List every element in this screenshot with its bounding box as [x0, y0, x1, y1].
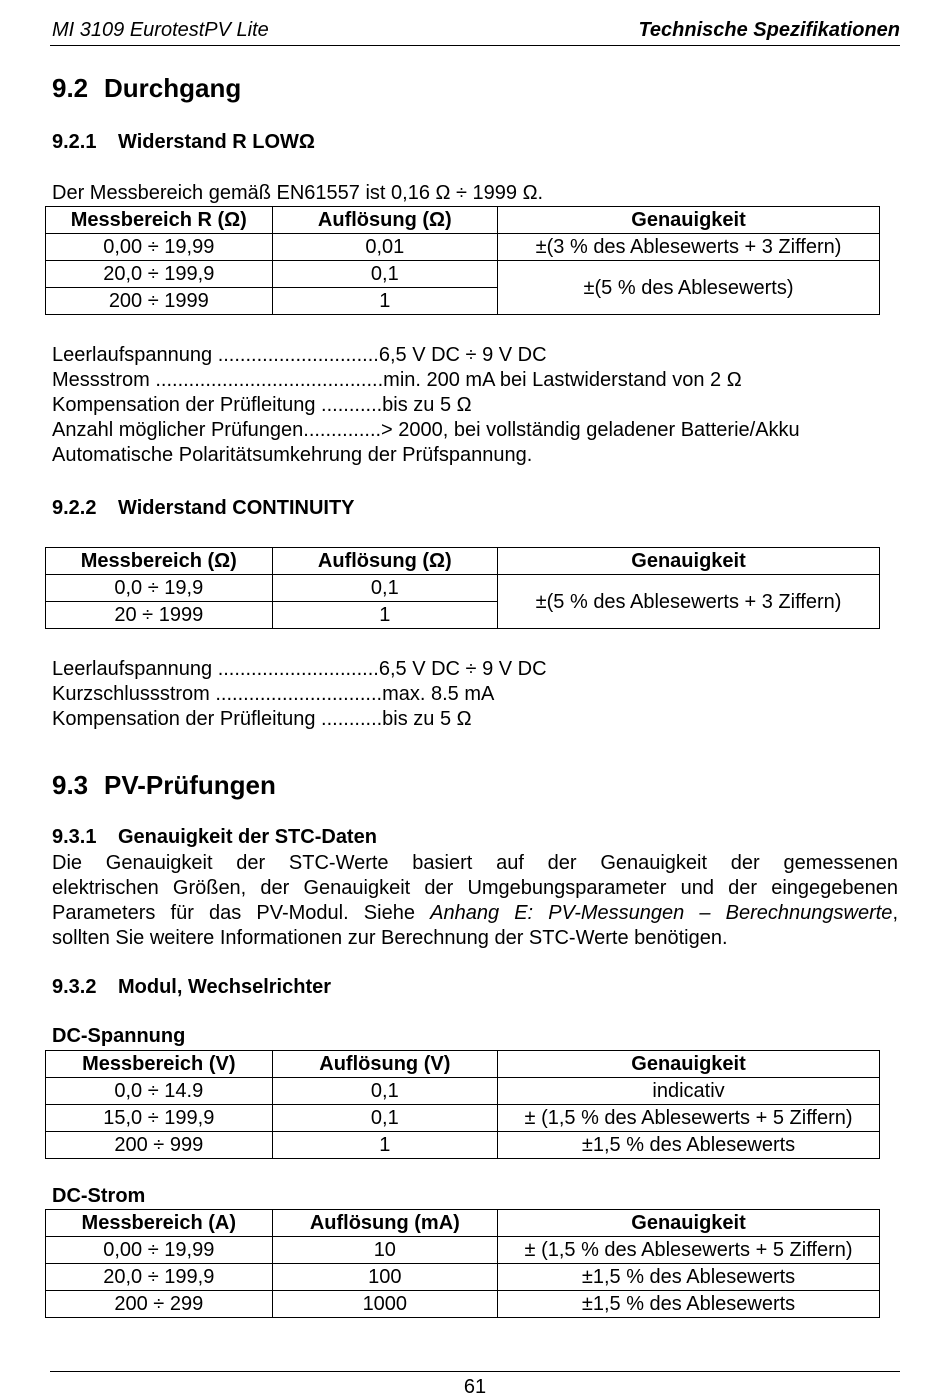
paragraph-text: Parameters für das PV-Modul. Siehe	[52, 902, 431, 924]
section-number: 9.2	[52, 73, 89, 103]
table-row	[46, 234, 880, 261]
table-cell: ±1,5 % des Ablesewerts	[498, 1291, 880, 1318]
table-cell: ±(3 % des Ablesewerts + 3 Ziffern)	[498, 234, 880, 261]
spec-line: Leerlaufspannung .............................6,5 V DC ÷ 9 V DC	[52, 344, 547, 366]
appendix-reference: Anhang E: PV-Messungen – Berechnungswerte	[430, 902, 893, 924]
table-header-cell: Auflösung (Ω)	[272, 207, 497, 234]
table-cell: 0,1	[272, 575, 497, 602]
paragraph-line: sollten Sie weitere Informationen zur Berechnung der STC-Werte benötigen.	[52, 927, 728, 949]
dc-voltage-title: DC-Spannung	[52, 1025, 186, 1047]
section-title: Durchgang	[104, 73, 242, 103]
table-row	[46, 1237, 880, 1264]
subsection-heading-9-3-2	[52, 976, 331, 999]
section-number: 9.3	[52, 770, 89, 800]
paragraph-line	[52, 901, 898, 926]
dc-voltage-table	[45, 1050, 880, 1159]
measuring-range-intro: Der Messbereich gemäß EN61557 ist 0,16 Ω ÷ 1999 Ω.	[52, 182, 544, 204]
table-cell: indicativ	[498, 1078, 880, 1105]
header-chapter-title: Technische Spezifikationen	[638, 19, 900, 41]
spec-line: Kompensation der Prüfleitung ...........bis zu 5 Ω	[52, 708, 472, 730]
table-header-cell: Auflösung (V)	[272, 1051, 497, 1078]
footer-rule	[50, 1371, 900, 1372]
page-number: 61	[463, 1376, 487, 1398]
table-cell: 100	[272, 1264, 497, 1291]
subsection-title: Genauigkeit der STC-Daten	[118, 826, 377, 848]
table-row	[46, 261, 880, 288]
table-row	[46, 1105, 880, 1132]
table-header-row	[46, 548, 880, 575]
table-header-row	[46, 207, 880, 234]
table-header-row	[46, 1051, 880, 1078]
table-cell: 0,1	[272, 1078, 497, 1105]
continuity-specs	[52, 657, 547, 732]
subsection-number: 9.3.2	[52, 976, 97, 998]
paragraph-line: Die Genauigkeit der STC-Werte basiert auf der Genauigkeit der gemessenen	[52, 852, 898, 874]
dc-current-title: DC-Strom	[52, 1185, 146, 1207]
paragraph-text: ,	[892, 902, 898, 924]
table-row	[46, 575, 880, 602]
continuity-spec-table	[45, 547, 880, 629]
table-cell: 0,01	[272, 234, 497, 261]
subsection-heading-9-2-2	[52, 497, 355, 520]
table-header-cell: Messbereich (A)	[46, 1210, 273, 1237]
table-cell: 0,0 ÷ 19,9	[46, 575, 273, 602]
table-cell: ±(5 % des Ablesewerts)	[498, 261, 880, 315]
subsection-number: 9.2.2	[52, 497, 97, 519]
spec-line: Kompensation der Prüfleitung ...........bis zu 5 Ω	[52, 394, 472, 416]
table-cell: 1	[272, 288, 497, 315]
table-header-row	[46, 1210, 880, 1237]
subsection-heading-9-3-1	[52, 826, 377, 849]
table-cell: 0,0 ÷ 14.9	[46, 1078, 273, 1105]
spec-line: Leerlaufspannung .............................6,5 V DC ÷ 9 V DC	[52, 658, 547, 680]
table-header-cell: Auflösung (Ω)	[272, 548, 497, 575]
subsection-title: Widerstand CONTINUITY	[118, 497, 355, 519]
table-header-cell: Genauigkeit	[498, 548, 880, 575]
subsection-title: Modul, Wechselrichter	[118, 976, 332, 998]
header-document-title: MI 3109 EurotestPV Lite	[52, 19, 269, 41]
table-cell: ± (1,5 % des Ablesewerts + 5 Ziffern)	[498, 1237, 880, 1264]
section-heading-9-2	[52, 73, 241, 104]
spec-line: Kurzschlussstrom ..............................max. 8.5 mA	[52, 683, 495, 705]
table-row	[46, 1078, 880, 1105]
header-rule	[50, 45, 900, 46]
table-cell: 0,1	[272, 1105, 497, 1132]
table-cell: ±1,5 % des Ablesewerts	[498, 1264, 880, 1291]
table-cell: ±(5 % des Ablesewerts + 3 Ziffern)	[498, 575, 880, 629]
table-header-cell: Messbereich (Ω)	[46, 548, 273, 575]
table-cell: 20,0 ÷ 199,9	[46, 261, 273, 288]
rlow-spec-table	[45, 206, 880, 315]
table-row	[46, 1264, 880, 1291]
section-heading-9-3	[52, 770, 276, 801]
rlow-specs	[52, 343, 800, 468]
table-header-cell: Genauigkeit	[498, 1210, 880, 1237]
table-cell: 20 ÷ 1999	[46, 602, 273, 629]
table-cell: 200 ÷ 1999	[46, 288, 273, 315]
table-cell: 0,00 ÷ 19,99	[46, 234, 273, 261]
subsection-heading-9-2-1	[52, 131, 315, 154]
table-cell: 15,0 ÷ 199,9	[46, 1105, 273, 1132]
table-cell: 1000	[272, 1291, 497, 1318]
paragraph-line: elektrischen Größen, der Genauigkeit der Umgebungsparameter und der eingegebenen	[52, 877, 898, 899]
table-cell: 0,1	[272, 261, 497, 288]
table-cell: 10	[272, 1237, 497, 1264]
table-cell: 200 ÷ 999	[46, 1132, 273, 1159]
table-row	[46, 1132, 880, 1159]
section-title: PV-Prüfungen	[104, 770, 276, 800]
subsection-title: Widerstand R LOWΩ	[118, 131, 315, 153]
table-cell: 1	[272, 1132, 497, 1159]
spec-line: Messstrom .........................................min. 200 mA bei Lastwiderstand von 2 Ω	[52, 369, 742, 391]
table-header-cell: Auflösung (mA)	[272, 1210, 497, 1237]
subsection-number: 9.2.1	[52, 131, 97, 153]
spec-line: Anzahl möglicher Prüfungen..............> 2000, bei vollständig geladener Batterie/Akku	[52, 419, 800, 441]
table-cell: 20,0 ÷ 199,9	[46, 1264, 273, 1291]
table-header-cell: Messbereich (V)	[46, 1051, 273, 1078]
table-cell: ± (1,5 % des Ablesewerts + 5 Ziffern)	[498, 1105, 880, 1132]
table-header-cell: Genauigkeit	[498, 1051, 880, 1078]
table-cell: 200 ÷ 299	[46, 1291, 273, 1318]
table-cell: 0,00 ÷ 19,99	[46, 1237, 273, 1264]
table-cell: ±1,5 % des Ablesewerts	[498, 1132, 880, 1159]
dc-current-table	[45, 1209, 880, 1318]
table-header-cell: Genauigkeit	[498, 207, 880, 234]
spec-line: Automatische Polaritätsumkehrung der Prüfspannung.	[52, 444, 533, 466]
table-row	[46, 1291, 880, 1318]
stc-accuracy-paragraph	[52, 851, 898, 951]
table-header-cell: Messbereich R (Ω)	[46, 207, 273, 234]
table-cell: 1	[272, 602, 497, 629]
subsection-number: 9.3.1	[52, 826, 97, 848]
